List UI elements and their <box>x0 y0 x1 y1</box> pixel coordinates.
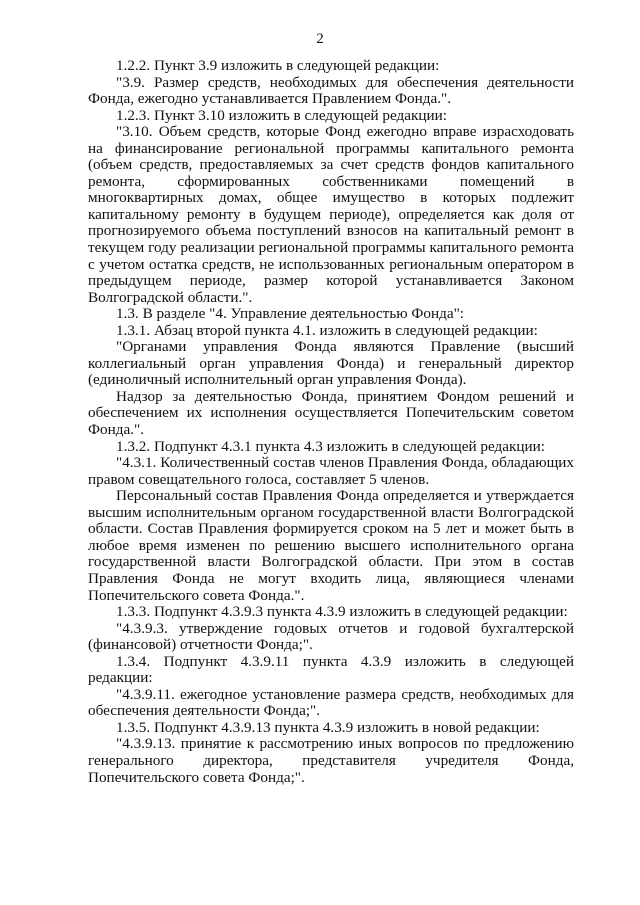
paragraph: 1.2.2. Пункт 3.9 изложить в следующей редакции: <box>116 57 440 74</box>
paragraph: 1.2.3. Пункт 3.10 изложить в следующей редакции: <box>116 106 447 124</box>
paragraph: "4.3.1. Количественный состав членов Правления Фонда, обладающих правом совещательного голоса, составляет 5 членов. <box>88 454 574 488</box>
paragraph: "3.9. Размер средств, необходимых для обеспечения деятельности Фонда, ежегодно устанавливается Правлением Фонда.". <box>88 73 574 108</box>
paragraph: "3.10. Объем средств, которые Фонд ежегодно вправе израсходовать на финансирование региональной программы капитального ремонта (объем средств, предоставляемых за счет средств фондов капитального ремонта, сформированных собственниками помещений в многоквартирных домах, общее имущество в которых подлежит капитальному ремонту в будущем периоде), определяется как доля от прогнозируемого объема поступлений взносов на капитальный ремонт в текущем году реализации региональной программы капитального ремонта с учетом остатка средств, не использованных региональным оператором в предыдущем периоде, размер которой устанавливается Законом Волгоградской области.". <box>88 123 574 306</box>
paragraph: "4.3.9.11. ежегодное установление размера средств, необходимых для обеспечения деятельности Фонда;". <box>88 685 574 720</box>
paragraph: 1.3.1. Абзац второй пункта 4.1. изложить в следующей редакции: <box>116 321 538 339</box>
paragraph: 1.3.4. Подпункт 4.3.9.11 пункта 4.3.9 изложить в следующей редакции: <box>88 652 574 687</box>
paragraph: 1.3. В разделе "4. Управление деятельностью Фонда": <box>116 305 464 323</box>
paragraph: Персональный состав Правления Фонда определяется и утверждается высшим исполнительным органом государственной власти Волгоградской области. Состав Правления формируется сроком на 5 лет и может быть в любое время изменен по решению высшего исполнительного органа государственной власти Волгоградской области. При этом в состав Правления Фонда не могут входить лица, являющиеся членами Попечительского совета Фонда.". <box>88 487 574 604</box>
page-number: 2 <box>316 31 324 47</box>
paragraph: 1.3.2. Подпункт 4.3.1 пункта 4.3 изложить в следующей редакции: <box>116 437 545 455</box>
paragraph: "4.3.9.3. утверждение годовых отчетов и годовой бухгалтерской (финансовой) отчетности Фонда;". <box>88 619 574 654</box>
document-body <box>88 58 574 786</box>
paragraph: 1.3.5. Подпункт 4.3.9.13 пункта 4.3.9 изложить в новой редакции: <box>116 718 540 736</box>
paragraph: 1.3.3. Подпункт 4.3.9.3 пункта 4.3.9 изложить в следующей редакции: <box>116 603 568 621</box>
paragraph: "4.3.9.13. принятие к рассмотрению иных вопросов по предложению генерального директора, представителя учредителя Фонда, Попечительского совета Фонда;". <box>88 735 574 786</box>
paragraph: "Органами управления Фонда являются Правление (высший коллегиальный орган управления Фонда) и генеральный директор (единоличный исполнительный орган управления Фонда). <box>88 338 574 389</box>
paragraph: Надзор за деятельностью Фонда, принятием Фондом решений и обеспечением их исполнения осуществляется Попечительским советом Фонда.". <box>88 387 574 439</box>
